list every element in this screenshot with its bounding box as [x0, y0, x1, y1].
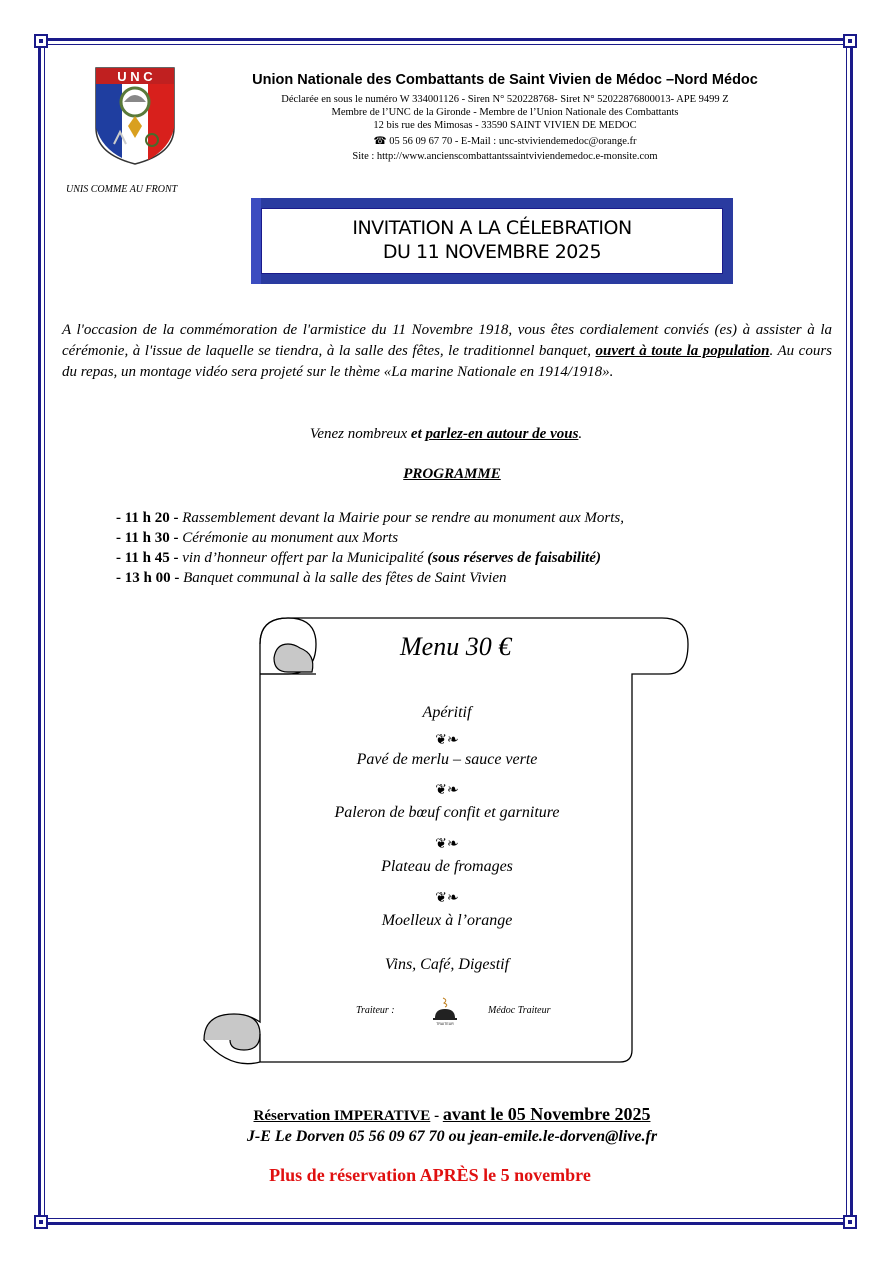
fleuron-separator: ❦❧ [435, 733, 459, 748]
menu-item: Plateau de fromages [381, 858, 513, 875]
traiteur-label: Traiteur : [356, 1005, 395, 1016]
svg-text:TRAITEUR: TRAITEUR [436, 1022, 454, 1026]
logo-text: U N C [117, 69, 153, 84]
programme-title: PROGRAMME [403, 466, 501, 482]
menu-item: Vins, Café, Digestif [384, 956, 510, 973]
reservation-label: Réservation IMPERATIVE [253, 1108, 431, 1124]
fleuron-separator: ❦❧ [435, 783, 459, 798]
programme-item: - 13 h 00 - Banquet communal à la salle des fêtes de Saint Vivien [116, 570, 507, 586]
programme-list [116, 508, 624, 588]
reservation-warning: Plus de réservation APRÈS le 5 novembre [269, 1165, 591, 1185]
motto: UNIS COMME AU FRONT [66, 184, 178, 195]
reservation-contact[interactable]: J-E Le Dorven 05 56 09 67 70 ou jean-emile.le-dorven@live.fr [246, 1128, 658, 1145]
invitation-title-line1: INVITATION A LA CÉLEBRATION [352, 217, 632, 239]
invitation-title-box [251, 198, 733, 284]
menu-item: Apéritif [422, 704, 472, 721]
org-address: 12 bis rue des Mimosas - 33590 SAINT VIVIEN DE MEDOC [373, 120, 637, 131]
call-to-action: Venez nombreux et parlez-en autour de vous. [309, 426, 583, 442]
menu-item: Moelleux à l’orange [381, 912, 513, 929]
corner-ornament [34, 1215, 48, 1229]
programme-item: - 11 h 30 - Cérémonie au monument aux Morts [116, 530, 399, 546]
corner-ornament [34, 34, 48, 48]
invitation-title-line2: DU 11 NOVEMBRE 2025 [382, 241, 602, 263]
menu-title: Menu 30 € [400, 632, 512, 661]
chef-cloche-icon [430, 996, 460, 1026]
menu-item: Pavé de merlu – sauce verte [356, 751, 538, 768]
menu-item: Paleron de bœuf confit et garniture [334, 804, 560, 821]
reservation-line: Réservation IMPERATIVE - avant le 05 Novembre 2025 [253, 1104, 651, 1124]
org-registration: Déclarée en sous le numéro W 334001126 - Siren N° 520228768- Siret N° 52022876800013- APE 9499 Z [281, 94, 729, 105]
fleuron-separator: ❦❧ [435, 837, 459, 852]
fleuron-separator: ❦❧ [435, 891, 459, 906]
org-membership: Membre de l’UNC de la Gironde - Membre de l’Union Nationale des Combattants [331, 107, 679, 118]
corner-ornament [843, 34, 857, 48]
corner-ornament [843, 1215, 857, 1229]
unc-logo [94, 66, 176, 166]
org-contact[interactable]: ☎ 05 56 09 67 70 - E-Mail : unc-stviviendemedoc@orange.fr [373, 136, 637, 147]
reservation-deadline: avant le 05 Novembre 2025 [442, 1104, 651, 1124]
intro-paragraph: A l'occasion de la commémoration de l'armistice du 11 Novembre 1918, vous êtes cordialement conviés (es) à assister à la cérémonie, à l'issue de laquelle se tiendra, à la salle des fêtes, le traditionnel banquet, ouvert à toute la population. Au cours du repas, un montage vidéo sera projeté sur le thème «La marine Nationale en 1914/1918». [62, 322, 832, 380]
org-website[interactable]: Site : http://www.ancienscombattantssaintviviendemedoc.e-monsite.com [352, 151, 658, 162]
intro-highlight: ouvert à toute la population [595, 343, 770, 359]
org-name: Union Nationale des Combattants de Saint Vivien de Médoc –Nord Médoc [252, 72, 758, 88]
traiteur-name: Médoc Traiteur [488, 1005, 551, 1016]
programme-item: - 11 h 45 - vin d’honneur offert par la Municipalité (sous réserves de faisabilité) [116, 550, 601, 566]
programme-item: - 11 h 20 - Rassemblement devant la Mairie pour se rendre au monument aux Morts, [116, 510, 624, 526]
